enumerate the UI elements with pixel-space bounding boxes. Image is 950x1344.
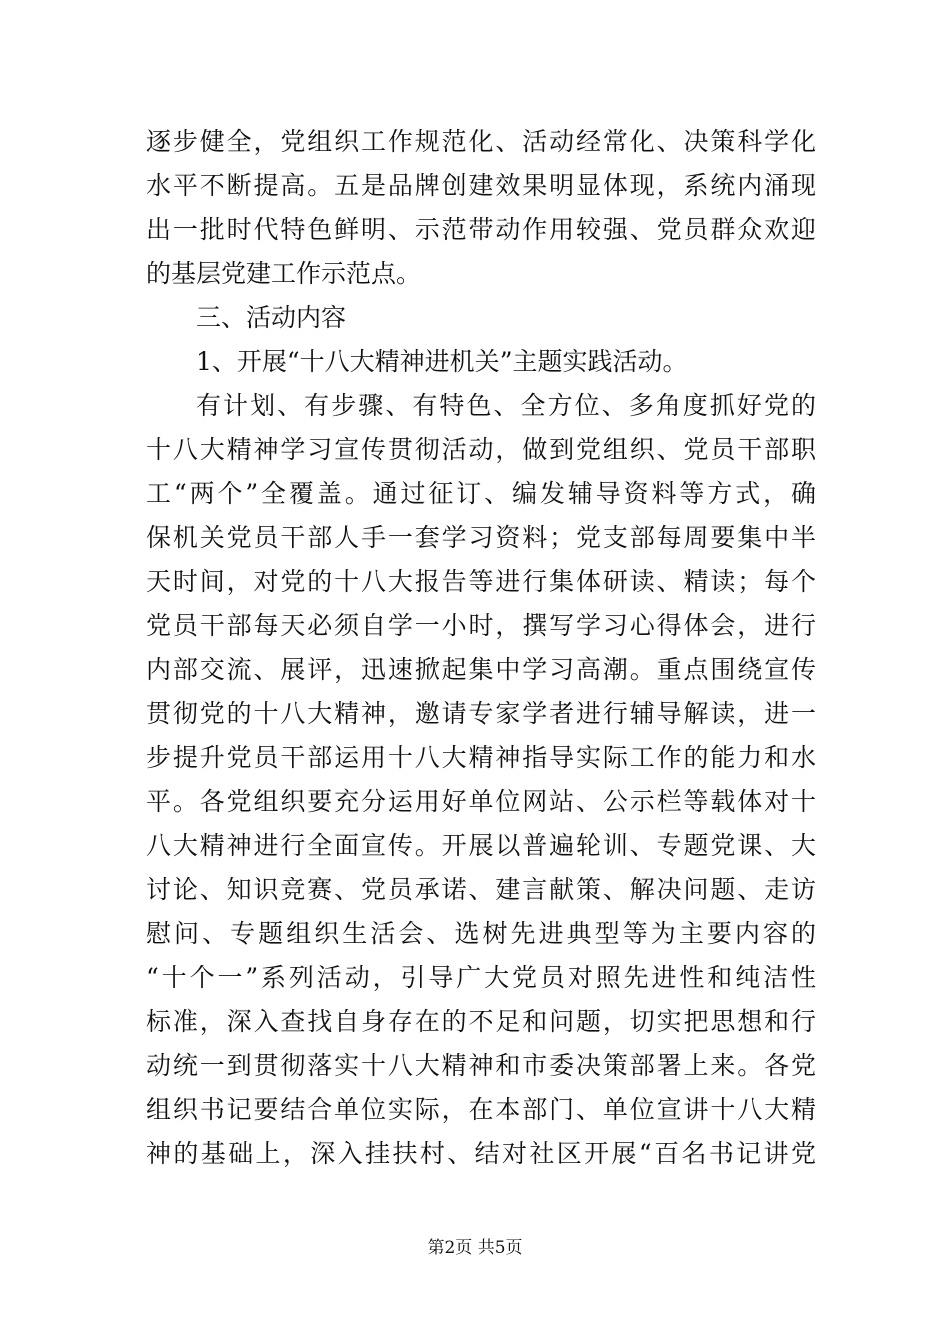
- paragraph-line: 内部交流、展评，迅速掀起集中学习高潮。重点围绕宣传: [146, 655, 816, 684]
- paragraph-line: 动统一到贯彻落实十八大精神和市委决策部署上来。各党: [146, 1051, 816, 1080]
- body-text: [146, 120, 816, 1176]
- paragraph-line: 工“两个”全覆盖。通过征订、编发辅导资料等方式，确: [146, 479, 816, 508]
- paragraph-line: 天时间，对党的十八大报告等进行集体研读、精读；每个: [146, 567, 816, 596]
- paragraph-line: 讨论、知识竞赛、党员承诺、建言献策、解决问题、走访: [146, 875, 816, 904]
- paragraph-line: 逐步健全，党组织工作规范化、活动经常化、决策科学化: [146, 127, 816, 156]
- paragraph-line: 水平不断提高。五是品牌创建效果明显体现，系统内涌现: [146, 171, 816, 200]
- paragraph-line: 神的基础上，深入挂扶村、结对社区开展“百名书记讲党: [146, 1139, 816, 1168]
- paragraph-line: 八大精神进行全面宣传。开展以普遍轮训、专题党课、大: [146, 831, 816, 860]
- subsection-heading: 1、开展“十八大精神进机关”主题实践活动。: [196, 347, 688, 376]
- paragraph-line: 保机关党员干部人手一套学习资料；党支部每周要集中半: [146, 523, 816, 552]
- paragraph-line: 有计划、有步骤、有特色、全方位、多角度抓好党的: [196, 391, 816, 420]
- paragraph-line: “十个一”系列活动，引导广大党员对照先进性和纯洁性: [146, 963, 816, 992]
- section-heading: 三、活动内容: [196, 303, 347, 332]
- paragraph-line: 十八大精神学习宣传贯彻活动，做到党组织、党员干部职: [146, 435, 816, 464]
- paragraph-line: 组织书记要结合单位实际，在本部门、单位宣讲十八大精: [146, 1095, 816, 1124]
- paragraph-line: 贯彻党的十八大精神，邀请专家学者进行辅导解读，进一: [146, 699, 816, 728]
- paragraph-line: 党员干部每天必须自学一小时，撰写学习心得体会，进行: [146, 611, 816, 640]
- paragraph-line: 慰问、专题组织生活会、选树先进典型等为主要内容的: [146, 919, 816, 948]
- paragraph-line: 平。各党组织要充分运用好单位网站、公示栏等载体对十: [146, 787, 816, 816]
- paragraph-line: 出一批时代特色鲜明、示范带动作用较强、党员群众欢迎: [146, 215, 816, 244]
- paragraph-line: 标准，深入查找自身存在的不足和问题，切实把思想和行: [146, 1007, 816, 1036]
- paragraph-line: 的基层党建工作示范点。: [146, 259, 422, 288]
- page-number: 第2页 共5页: [427, 1238, 523, 1258]
- paragraph-line: 步提升党员干部运用十八大精神指导实际工作的能力和水: [146, 743, 816, 772]
